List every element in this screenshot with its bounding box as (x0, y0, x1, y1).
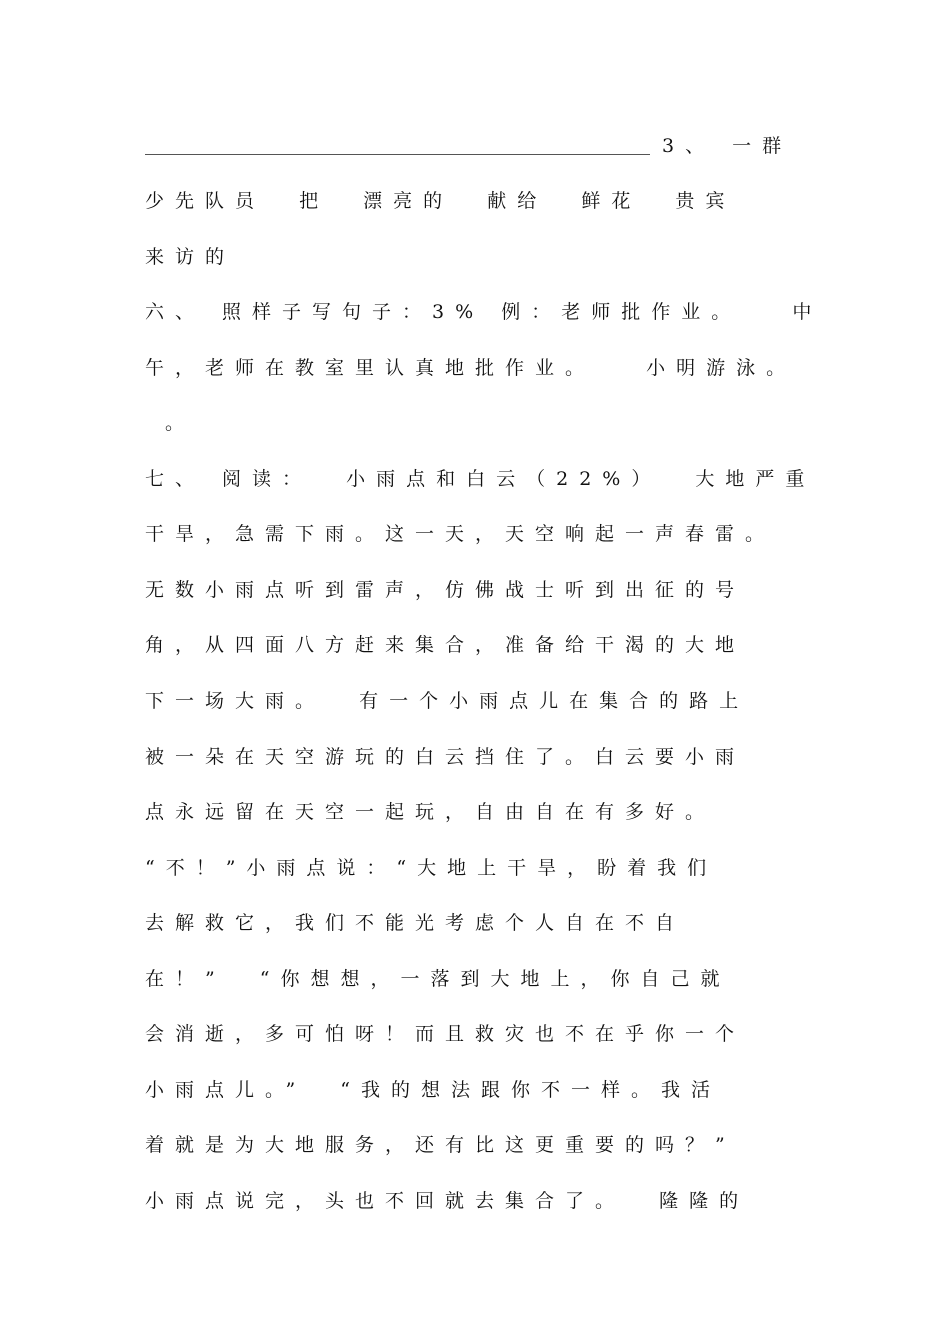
text-line-6: 。 (165, 412, 196, 434)
text-line-20: 小雨点说完，头也不回就去集合了。 隆隆的 (145, 1190, 750, 1212)
text-line-14: “不！”小雨点说：“大地上干旱，盼着我们 (145, 857, 718, 879)
text-line-17: 会消逝，多可怕呀！而且救灾也不在乎你一个 (145, 1023, 746, 1045)
text-line-19: 着就是为大地服务，还有比这更重要的吗？” (145, 1134, 736, 1156)
text-line-18: 小雨点儿。” “我的想法跟你不一样。我活 (145, 1079, 722, 1101)
text-line-3: 来访的 (145, 246, 236, 268)
text-line-11: 下一场大雨。 有一个小雨点儿在集合的路上 (145, 690, 750, 712)
text-line-4: 六、 照样子写句子：3% 例：老师批作业。 中 (145, 301, 823, 323)
text-line-9: 无数小雨点听到雷声，仿佛战士听到出征的号 (145, 579, 746, 601)
text-line-1: 3、 一群 (662, 135, 793, 157)
text-line-13: 点永远留在天空一起玩，自由自在有多好。 (145, 801, 716, 823)
text-line-10: 角，从四面八方赶来集合，准备给干渴的大地 (145, 634, 746, 656)
text-line-12: 被一朵在天空游玩的白云挡住了。白云要小雨 (145, 746, 746, 768)
text-line-15: 去解救它，我们不能光考虑个人自在不自 (145, 912, 686, 934)
text-line-8: 干旱，急需下雨。这一天，天空响起一声春雷。 (145, 523, 776, 545)
answer-blank-line (145, 154, 650, 155)
text-line-5: 午，老师在教室里认真地批作业。 小明游泳。 (145, 357, 797, 379)
text-line-7: 七、 阅读： 小雨点和白云（22%） 大地严重 (145, 468, 816, 490)
text-line-2: 少先队员 把 漂亮的 献给 鲜花 贵宾 (145, 190, 736, 212)
text-line-16: 在！” “你想想，一落到大地上，你自己就 (145, 968, 731, 990)
